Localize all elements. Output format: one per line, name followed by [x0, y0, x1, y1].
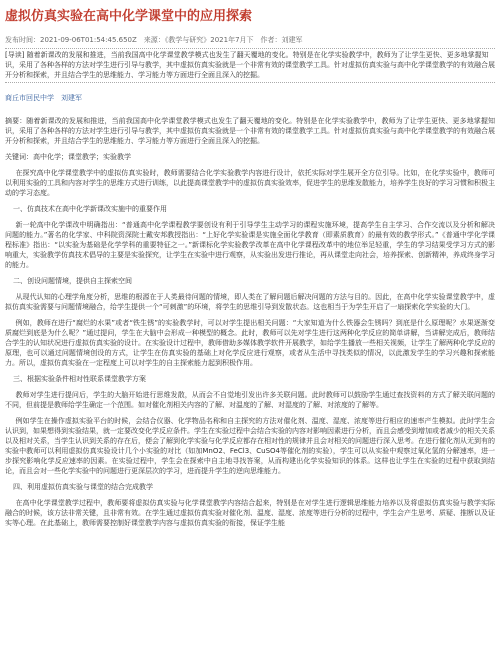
article-intro: 在探究高中化学课堂教学中的虚拟仿真实验时，教师需要结合化学实验教学内容进行设计，依托实际对学生展开全方位引导。比如，在化学实验中，教师可以利用实验的工具和内容对学生的思维方式进行训练，以此提高课堂教学中的虚拟仿真实验效率，促进学生的思维发散能力，培养学生良好的学习习惯和积极主动的学习态度。: [5, 169, 495, 197]
section-heading: 二、创设问题情境，提供自主探索空间: [13, 277, 132, 285]
article-abstract: 摘要：随着新课改的发展和推进，当前我国高中化学课堂教学模式也发生了翻天覆地的变化。特别是在化学实验教学中，教师为了让学生更快、更多地掌握知识，采用了各种各样的方法对学生进行引导与教学，其中虚拟仿真实验就是一个非常有效的课堂教学工具。针对虚拟仿真实验与高中化学课堂教学的有效融合展开分析和探索，并且结合学生的思维能力、学习能力等方面进行全面且深入的挖掘。: [5, 117, 495, 145]
section-paragraph: 从现代认知的心理学角度分析，思维的根源在于人类最待问题的情境，即人类在了解问题后解决问题的方法与目的。因此，在高中化学实验课堂教学中，虚拟仿真实验需要与问题情境融合，给学生提供一个“可刺激”的环境，将学生的思维引导到发散状态。这也相当于为学生开启了一扇探索化学实验的大门。: [5, 293, 495, 311]
article-title: 虚拟仿真实验在高中化学课堂中的应用探索: [5, 9, 253, 24]
article-guide: [导读] 随着新课改的发展和推进，当前我国高中化学课堂教学模式也发生了翻天覆地的变化。特别是在化学实验教学中，教师为了让学生更快、更多地掌握知识，采用了各种各样的方法对学生进行引导与教学，其中虚拟仿真实验就是一个非常有效的课堂教学工具。针对虚拟仿真实验与高中化学课堂教学的有效融合展开分析和探索，并且结合学生的思维能力、学习能力等方面进行全面且深入的挖掘。: [5, 48, 495, 83]
section-paragraph: 在高中化学课堂教学过程中，教师要将虚拟仿真实验与化学课堂教学内容结合起来，特别是在对学生进行逻辑思维能力培养以及将虚拟仿真实验与教学实际融合的时候，该方法非常关键，且非常有效。在学生通过虚拟仿真实验对催化剂、温度、湿度、浓度等进行分析的过程中，学生会产生思考、质疑、推断以及证实等心理。在此基础上，教师需要控制好课堂教学内容与虚拟仿真实验的衔接，保证学生能: [5, 499, 495, 527]
section-paragraph: 教师对学生进行提问后，学生的大脑开始进行思维发散，从而会不自觉地引发出许多关联问题。此时教师可以鼓励学生通过查找资料的方式了解关联问题的不同，但前提是教师给学生确定一个范围。如对催化剂相关内容的了解、对温度的了解、对湿度的了解、对浓度的了解等。: [5, 391, 495, 409]
article-author: 商丘市回民中学 刘建军: [5, 94, 82, 102]
section-heading: 四、利用虚拟仿真实验与课堂的结合完成教学: [13, 483, 153, 491]
article-keywords: 关键词：高中化学；课堂教学；实验教学: [5, 153, 131, 161]
article-meta: 发布时间：2021-09-06T01:54:45.650Z 来源：《教学与研究》2021年7月下 作者：刘建军: [5, 36, 303, 44]
section-heading: 一、仿真技术在高中化学新课改实施中的重要作用: [13, 205, 167, 213]
section-heading: 三、根据实验条件相对性联系课堂教学方案: [13, 375, 146, 383]
section-paragraph: 新一轮高中化学课改中明确指出：“普通高中化学课程教学要创设有利于引导学生主动学习的课程实施环境，提高学生自主学习、合作交流以及分析和解决问题的能力。”著名的化学家、中科院资深院士戴安邦教授指出：“上好化学实验课是实施全面化学教育（即素质教育）的最有效的教学形式。”《普通中学化学课程标准》指出：“以实验为基础是化学学科的重要特征之一。”新课标化学实验教学改革在高中化学课程改革中的地位举足轻重，学生的学习结果受学习方式的影响重大，实验教学仿真技术倡导的主要是实验探究，让学生在实验中进行观察，从实验出发进行推论，再从课堂走向社会，培养探索、创新精神，养成终身学习的能力。: [5, 221, 495, 269]
section-paragraph: 例如，教师在进行“腐烂的水果”或者“铁生锈”的实验教学时，可以对学生提出相关问题：“大家知道为什么铁器会生锈吗？到底是什么原理呢？水果逐渐变质腐烂到底是为什么呢？”通过提问，学生在大脑中会形成一种模型的概念。此时，教师可以先对学生进行这两种化学反应的简单讲解，当讲解完成后，教师结合学生的认知状况进行虚拟仿真实验的设计。在实验设计过程中，教师借助多媒体教学软件开展教学，如给学生播放一些相关视频，让学生了解两种化学反应的原理，也可以通过问题情境创设的方式，让学生在仿真实验的基础上对化学反应进行观察，或者从生活中寻找类似的情况，以此激发学生的学习兴趣和探索能力。所以，虚拟仿真实验在一定程度上可以对学生的自主探索能力起到积极作用。: [5, 319, 495, 367]
section-paragraph: 例如学生在操作虚拟实验平台的时候，会结合仪器、化学物品名称和自主探究的方法对催化剂、温度、湿度、浓度等进行相应的速率产生模拟。此时学生会认识到，如果想得到实验结果，就一定要改变化学反应条件。学生在实验过程中会结合实验的内容对影响因素进行分析，而且会感受到增加或者减少的相关关系以及相对关系，当学生认识到关系的存在后，便会了解到化学实验与化学反应都存在相对性的规律并且会对相关的问题进行深入思考。在进行催化剂从无到有的实验中教师可以利用虚拟仿真实验设计几个小实验的对比（如加MnO2、FeCl3、CuSO4等催化剂的实验），学生可以从实验中观察过氧化氢的分解速率，进一步探究影响化学反应速率的因素。在实验过程中，学生会在探索中自主地寻找答案，从而构建出化学实验知识的体系。这样也让学生在实验的过程中获取到结论，而且会对一些化学实验中的问题进行更深层次的学习，进而提升学生的逆向思维能力。: [5, 417, 495, 475]
